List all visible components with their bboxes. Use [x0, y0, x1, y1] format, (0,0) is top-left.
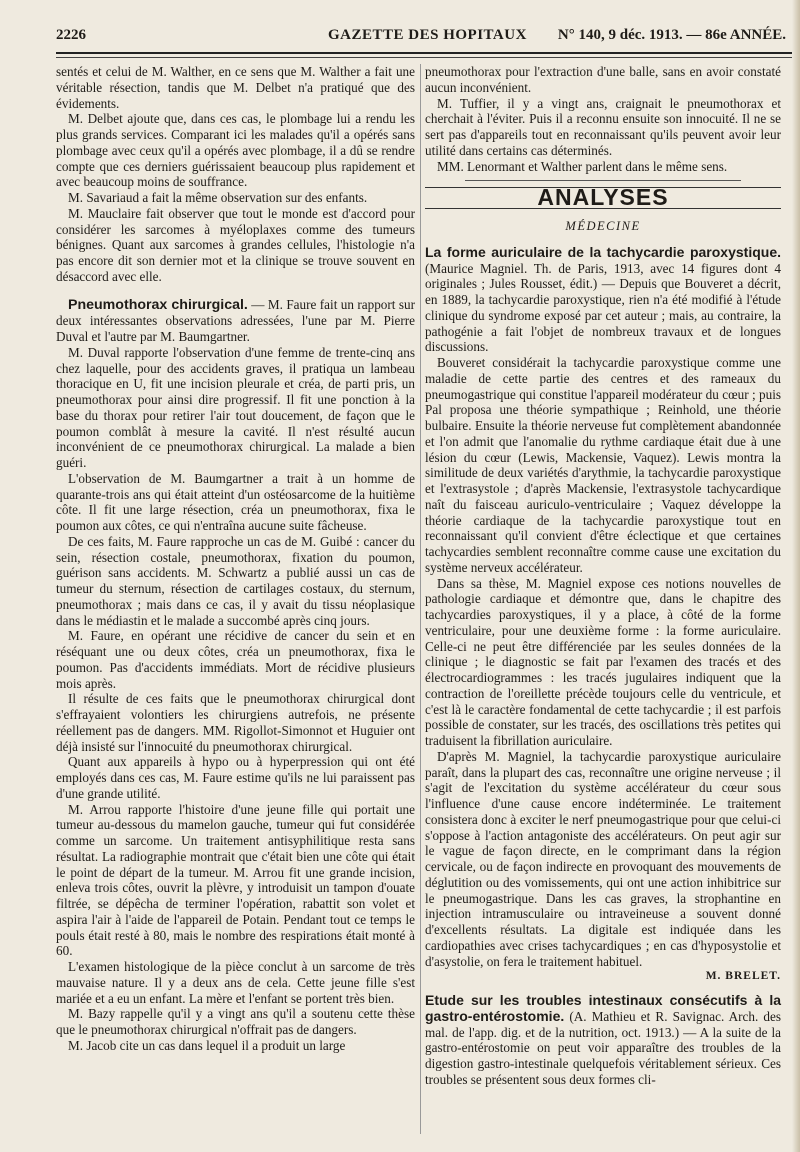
paragraph: M. Tuffier, il y a vingt ans, craignait le pneumothorax et cherchait à l'éviter. Puis il a reconnu ensuite son innocuité. Il ne se sert pas d'appareils tout en reconnaissant qu'ils peuvent avoir leur utilité dans certains cas déterminés. [425, 95, 781, 158]
paragraph: L'observation de M. Baumgartner a trait à un homme de quarante-trois ans qui était atteint d'un ostéosarcome de la huitième côte. Il fit une large résection, créa un pneumothorax, fixa le poumon aux côtes, ce qui n'entraîna aucune suite fâcheuse. [56, 470, 415, 533]
analysis-tachycardie [425, 245, 781, 355]
paragraph: MM. Lenormant et Walther parlent dans le même sens. [437, 158, 728, 174]
paragraph: Dans sa thèse, M. Magniel expose ces notions nouvelles de pathologie cardiaque et démontre que, dans le chapitre des tachycardies paroxystiques, il y a place, à côté de la forme ventriculaire, pour une deuxième forme : la forme auriculaire. Celle-ci ne peut être différenciée par les seules données de la clinique ; le diagnostic se fait par l'examen des tracés et des électrocardiogrammes : les tracés jugulaires indiquent que la contraction de l'oreillette précède toujours celle du ventricule, et c'est là le caractère fondamental de cette tachycardie ; il est parfois possible de constater, sur les tracés, des oscillations très petites qui traduisent la fibrillation auriculaire. [425, 575, 781, 748]
analysis-intro: (Maurice Magniel. Th. de Paris, 1913, avec 14 figures dont 4 originales ; Jules Rousset, édit.) — Depuis que Bouveret a décrit, en 1889, la tachycardie paroxystique, rien n'a été modifié à l'étude clinique du syndrome exposé par cet auteur ; mais, au contraire, la pathogénie a fait l'objet de nombreux travaux et de longues discussions. [425, 260, 781, 355]
paragraph: sentés et celui de M. Walther, en ce sens que M. Walther a fait une véritable résection, tandis que M. Delbet n'a pratiqué que des évidements. [56, 64, 415, 111]
paragraph: pneumothorax pour l'extraction d'une balle, sans en avoir constaté aucun inconvénient. [425, 64, 781, 95]
page-header [56, 27, 786, 47]
analysis-heading: La forme auriculaire de la tachycardie paroxystique. [425, 243, 781, 260]
paragraph: M. Bazy rappelle qu'il y a vingt ans qu'il a soutenu cette thèse que le pneumothorax chirurgical n'offrait pas de dangers. [56, 1006, 415, 1037]
paragraph: Bouveret considérait la tachycardie paroxystique comme une maladie de cette partie des centres et des rameaux du pneumogastrique qui constitue l'appareil modérateur du cœur ; puis Pal proposa une théorie sympathique ; Reinhold, une théorie bulbaire. Ensuite la théorie nerveuse fut complètement abandonnée et l'on admit que l'anomalie du rythme cardiaque était due à une lésion du cœur (Lewis, Mackensie, Vaquez). Lewis montra la similitude de deux variétés d'arythmie, la tachycardie paroxystique et l'extrasystole ; d'après Mackensie, l'extrasystole tachycardique naît du faisceau auriculo-ventriculaire ; Vaquez développe la théorie cardiaque de la tachycardie paroxystique tout en reconnaissant qu'il convient d'être éclectique et que certaines tachycardies semblent reconnaître comme cause une excitation du système nerveux accélérateur. [425, 355, 781, 575]
left-column [56, 64, 415, 1054]
paragraph: M. Duval rapporte l'observation d'une femme de trente-cinq ans chez laquelle, pour des accidents graves, il pratiqua un lambeau thoracique en U, fit une incision pleurale et créa, de parti pris, un pneumothorax pour ainsi dire progressif. Il fit une ponction à la base du thorax pour retirer l'air tout doucement, de façon que le poumon comblât à mesure la cavité. Il n'est résulté aucun inconvénient de ce pneumothorax chirurgical. La malade a bien guéri. [56, 344, 415, 470]
paragraph: Il résulte de ces faits que le pneumothorax chirurgical dont s'effrayaient volontiers les chirurgiens autrefois, ne présente réellement pas de dangers. MM. Rigollot-Simonnot et Huguier ont déjà insisté sur l'innocuité du pneumothorax chirurgical. [56, 691, 415, 754]
paragraph: M. Faure, en opérant une récidive de cancer du sein et en réséquant une ou deux côtes, créa un pneumothorax, fixa le poumon. Pas d'accidents immédiats. Mort de récidive plusieurs mois après. [56, 628, 415, 691]
subsection-title: MÉDECINE [565, 219, 641, 233]
page-edge-shadow [792, 0, 800, 1152]
paragraph: Quant aux appareils à hypo ou à hyperpression qui ont été employés dans ces cas, M. Faure estime qu'ils ne lui paraissent pas d'une grande utilité. [56, 754, 415, 801]
paragraph: M. Savariaud a fait la même observation sur des enfants. [68, 190, 368, 205]
paragraph-pneumothorax [56, 297, 415, 345]
separator [465, 180, 741, 181]
page-number: 2226 [56, 27, 86, 43]
paragraph: L'examen histologique de la pièce conclut à un sarcome de très mauvaise nature. Il y a deux ans de cela. Cette jeune fille s'est mariée et a eu un enfant. La mère et l'enfant se portent très bien. [56, 959, 415, 1006]
header-rule [56, 52, 792, 54]
analysis-troubles-intestinaux [425, 993, 781, 1088]
paragraph: M. Arrou rapporte l'histoire d'une jeune fille qui portait une tumeur au-dessous du mamelon gauche, tumeur qui fut considérée comme un sarcome. Un traitement antisyphilitique resta sans résultat. La radiographie montrait que c'était bien une côte qui était le point de départ de la tumeur. M. Arrou fit une grande incision, enleva trois côtes, ouvrit la plèvre, y introduisit un tampon d'ouate filtrée, se dépêcha de terminer l'opération, rabattit son volet et aspira l'air à l'aide de l'appareil de Potain. Pendant tout ce temps le pouls était resté à 80, mais le nombre des respirations était monté à 60. [56, 801, 415, 959]
paragraph: M. Delbet ajoute que, dans ces cas, le plombage lui a rendu les plus grands services. Comparant ici les malades qu'il a opérés sans plombage avec ceux qu'il a opérés avec plombage, il a dû se rendre compte que ces derniers guérissaient beaucoup plus rapidement et avec beaucoup moins de souffrance. [56, 111, 415, 190]
section-heading: Pneumothorax chirurgical. [68, 296, 248, 313]
paragraph: M. Mauclaire fait observer que tout le monde est d'accord pour considérer les sarcomes à myéloplaxes comme des tumeurs bénignes. Quant aux sarcomes à grandes cellules, l'histologie n'a pas encore dit son dernier mot et la clinique se trouve souvent en désaccord avec elle. [56, 205, 415, 284]
paragraph-text: — M. Faure fait un rapport sur deux intéressantes observations adressées, l'une par M. Pierre Duval et l'autre par M. Baumgartner. [56, 296, 415, 344]
issue-info: N° 140, 9 déc. 1913. — 86e ANNÉE. [557, 27, 786, 43]
right-column [425, 64, 781, 1088]
analysis-intro: (A. Mathieu et R. Savignac. Arch. des mal. de l'app. dig. et de la nutrition, oct. 1913.) — A la suite de la gastro-entérostomie on peut voir apparaître des troubles de la digestion gastro-intestinale quelquefois véritablement sérieux. Ces troubles se présentent sous deux formes cli- [425, 1008, 781, 1087]
journal-title: GAZETTE DES HOPITAUX [328, 27, 527, 43]
paragraph: M. Jacob cite un cas dans lequel il a produit un large [68, 1037, 346, 1053]
author-signature: M. BRELET. [705, 970, 781, 983]
column-divider [420, 64, 421, 1134]
paragraph: De ces faits, M. Faure rapproche un cas de M. Guibé : cancer du sein, résection costale, pneumothorax, fixation du poumon, guérison sans accidents. M. Schwartz a publié aussi un cas de tumeur du sternum, résection de cartilages costaux, du sternum, pneumothorax ; mais dans ce cas, il y avait du tissu néoplasique dans le médiastin et le malade a succombé après cinq jours. [56, 533, 415, 628]
section-title: ANALYSES [537, 184, 669, 211]
header-rule-thin [56, 57, 792, 58]
paragraph: D'après M. Magniel, la tachycardie paroxystique auriculaire paraît, dans la plupart des cas, reconnaître une origine nerveuse ; il s'agit de l'excitation du système accélérateur du cœur sous l'influence d'une cause encore indéterminée. Le traitement consistera donc à exciter le nerf pneumogastrique pour que celui-ci s'oppose à l'action antagoniste des accélérateurs. On peut agir sur le vague de façon directe, en le comprimant dans la région cervicale, ou de façon indirecte en provoquant des mouvements de déglutition ou des vomissements, qui ont une action inhibitrice sur le pneumogastrique. Dans les cas graves, la strophantine en injection intramusculaire ou intraveineuse a souvent donné d'excellents résultats. La digitale est indiquée dans les cardiopathies avec crises tachycardiques ; en cas d'hyposystolie et d'asystolie, on fera le traitement habituel. [425, 748, 781, 969]
analysis-heading: Etude sur les troubles intestinaux consécutifs à la gastro-entérostomie. [425, 992, 781, 1024]
